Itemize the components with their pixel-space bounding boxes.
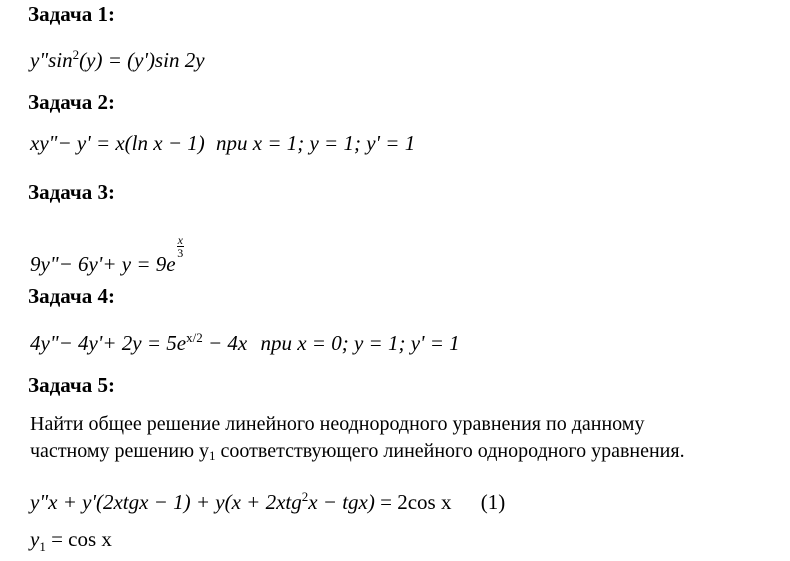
task-3-formula-equation: 9y"− 6y'+ y = 9e bbox=[30, 252, 176, 276]
task-5-description-line-1: Найти общее решение линейного неоднородного уравнения по данному bbox=[30, 413, 645, 435]
task-4-formula-conditions: x = 0; y = 1; y' = 1 bbox=[297, 331, 460, 355]
task-5-formula-rhs: = 2cos x bbox=[374, 490, 452, 514]
task-2-heading: Задача 2: bbox=[28, 90, 115, 114]
task-5-heading: Задача 5: bbox=[28, 373, 115, 397]
fraction-numerator: x bbox=[177, 233, 183, 247]
task-2-formula-conditions: x = 1; y = 1; y' = 1 bbox=[252, 131, 416, 155]
task-5-description bbox=[30, 411, 780, 469]
task-5-formula-part4: (x + 2xtg bbox=[224, 490, 302, 514]
task-1-formula-exponent: 2 bbox=[72, 47, 80, 62]
task-4-formula-exponent: x/2 bbox=[186, 330, 203, 345]
task-5-particular-solution bbox=[30, 526, 112, 560]
particular-solution-subscript: 1 bbox=[39, 539, 46, 555]
task-1-heading: Задача 1: bbox=[28, 2, 115, 26]
task-5-formula-part5: x − tgx) bbox=[308, 490, 375, 514]
task-5-description-line-2 bbox=[30, 438, 780, 469]
task-4-formula-tail: − 4x bbox=[202, 331, 248, 355]
fraction-denominator: 3 bbox=[177, 246, 184, 260]
task-5-formula-part3: + y bbox=[190, 490, 225, 514]
task-5-formula bbox=[30, 484, 505, 515]
task-3-heading: Задача 3: bbox=[28, 180, 115, 204]
equation-number: (1) bbox=[480, 490, 506, 514]
task-3-formula bbox=[30, 234, 184, 277]
task-1-formula-part2: (y) = (y')sin 2y bbox=[79, 48, 205, 72]
task-1-formula bbox=[30, 42, 205, 73]
task-4-formula-equation: 4y"− 4y'+ 2y = 5e bbox=[30, 331, 187, 355]
particular-solution-rhs: = cos x bbox=[45, 527, 112, 551]
task-4-formula-condition-word: при bbox=[260, 331, 292, 355]
task-3-exponent-fraction bbox=[177, 234, 184, 259]
task-5-formula-exponent: 2 bbox=[301, 489, 309, 504]
task-2-formula-condition-word: при bbox=[216, 131, 248, 155]
description-line-2-end: соответствующего линейного однородного уравнения. bbox=[215, 440, 685, 462]
task-2-formula bbox=[30, 130, 415, 156]
task-4-heading: Задача 4: bbox=[28, 284, 115, 308]
description-line-2-start: частному решению y bbox=[30, 440, 210, 462]
task-5-formula-part1: y"x + y' bbox=[30, 490, 96, 514]
description-subscript: 1 bbox=[209, 448, 216, 463]
task-4-formula bbox=[30, 325, 460, 356]
particular-solution-y: y bbox=[30, 527, 40, 551]
task-2-formula-equation: xy"− y' = x(ln x − 1) bbox=[30, 131, 205, 155]
task-5-formula-part2: (2xtgx − 1) bbox=[95, 490, 191, 514]
task-1-formula-part1: y"sin bbox=[30, 48, 73, 72]
